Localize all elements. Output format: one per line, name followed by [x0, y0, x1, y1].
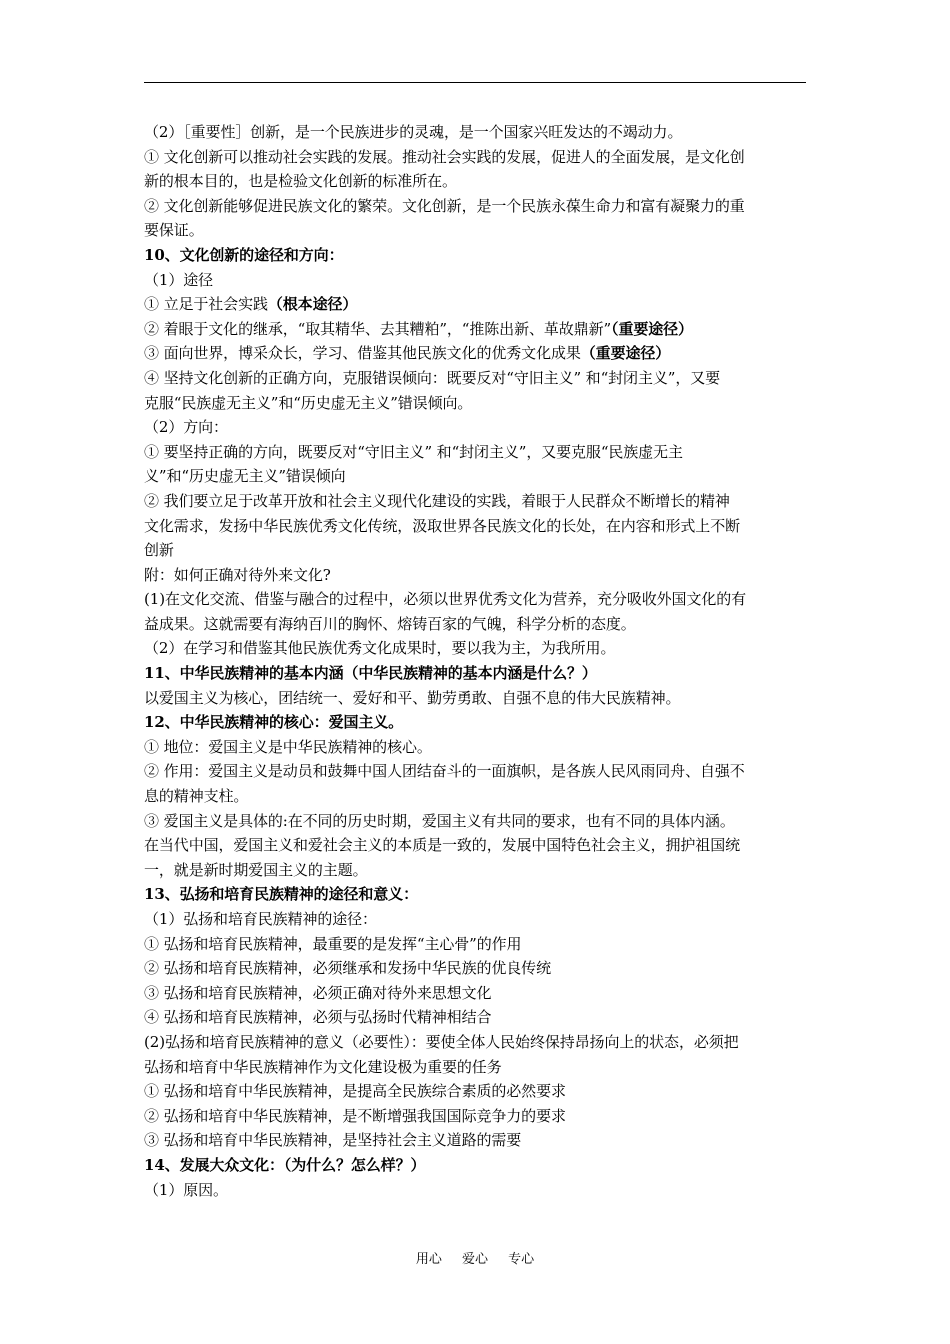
text-line — [144, 612, 808, 637]
text-line — [144, 464, 808, 489]
text-line — [144, 1128, 808, 1153]
line-text: ② 作用：爱国主义是动员和鼓舞中国人团结奋斗的一面旗帜，是各族人民风雨同舟、自强不 — [144, 762, 745, 781]
line-text: （1）途径 — [144, 270, 214, 289]
footer-text-2: 爱心 — [461, 1252, 488, 1267]
text-line — [144, 489, 808, 514]
text-line — [144, 833, 808, 858]
text-line — [144, 907, 808, 932]
line-text: ① 地位：爱国主义是中华民族精神的核心。 — [144, 737, 432, 756]
text-line — [144, 120, 808, 145]
section-heading — [144, 882, 808, 907]
text-line — [144, 292, 808, 317]
text-line — [144, 1104, 808, 1129]
section-heading — [144, 710, 808, 735]
text-line — [144, 366, 808, 391]
line-text: (2)弘扬和培育民族精神的意义（必要性）：要使全体人民始终保持昂扬向上的状态，必须把 — [144, 1032, 739, 1051]
line-text: 克服“民族虚无主义”和“历史虚无主义”错误倾向。 — [144, 393, 473, 412]
text-line — [144, 440, 808, 465]
text-line — [144, 391, 808, 416]
line-text: ③ 弘扬和培育民族精神，必须正确对待外来思想文化 — [144, 983, 492, 1002]
line-text: ② 着眼于文化的继承，“取其精华、去其糟粕”，“推陈出新、革故鼎新” — [144, 319, 612, 338]
section-heading — [144, 243, 808, 268]
line-text: 10、文化创新的途径和方向： — [144, 245, 344, 264]
line-text: （2）［重要性］创新，是一个民族进步的灵魂，是一个国家兴旺发达的不竭动力。 — [144, 123, 683, 141]
line-text: 附：如何正确对待外来文化? — [144, 565, 331, 584]
line-text: ① 弘扬和培育民族精神，最重要的是发挥“主心骨”的作用 — [144, 934, 522, 953]
text-line — [144, 784, 808, 809]
text-line — [144, 1030, 808, 1055]
line-text: ③ 弘扬和培育中华民族精神，是坚持社会主义道路的需要 — [144, 1131, 522, 1150]
line-text: （2）方向： — [144, 418, 228, 437]
line-text: 要保证。 — [144, 221, 204, 240]
text-line — [144, 1055, 808, 1080]
section-heading — [144, 661, 808, 686]
line-text: 一，就是新时期爱国主义的主题。 — [144, 860, 368, 879]
line-text: ④ 坚持文化创新的正确方向，克服错误倾向：既要反对“守旧主义” 和“封闭主义”，又要 — [144, 368, 721, 387]
text-line — [144, 932, 808, 957]
text-line — [144, 858, 808, 883]
section-heading — [144, 1153, 808, 1178]
text-line — [144, 538, 808, 563]
line-text: 息的精神支柱。 — [144, 787, 249, 806]
line-text: ① 文化创新可以推动社会实践的发展。推动社会实践的发展，促进人的全面发展，是文化创 — [144, 147, 745, 166]
footer-text-1: 用心 — [415, 1252, 442, 1267]
line-text: 义”和“历史虚无主义”错误倾向 — [144, 467, 346, 486]
text-line — [144, 415, 808, 440]
line-text: 11、中华民族精神的基本内涵（中华民族精神的基本内涵是什么？） — [144, 664, 597, 683]
text-line — [144, 218, 808, 243]
line-text: ② 弘扬和培育民族精神，必须继承和发扬中华民族的优良传统 — [144, 959, 551, 978]
line-text: ① 立足于社会实践 — [144, 295, 268, 314]
bold-annotation: （根本途径） — [267, 295, 358, 314]
text-line — [144, 1178, 808, 1203]
line-text: （1）弘扬和培育民族精神的途径： — [144, 910, 377, 928]
text-line — [144, 1079, 808, 1104]
text-line — [144, 759, 808, 784]
line-text: ③ 爱国主义是具体的:在不同的历史时期，爱国主义有共同的要求，也有不同的具体内涵。 — [144, 811, 735, 830]
text-line — [144, 563, 808, 588]
line-text: （2）在学习和借鉴其他民族优秀文化成果时，要以我为主，为我所用。 — [144, 639, 616, 658]
line-text: 以爱国主义为核心，团结统一、爱好和平、勤劳勇敢、自强不息的伟大民族精神。 — [144, 688, 681, 707]
line-text: ④ 弘扬和培育民族精神，必须与弘扬时代精神相结合 — [144, 1008, 492, 1027]
line-text: 益成果。这就需要有海纳百川的胸怀、熔铸百家的气魄，科学分析的态度。 — [144, 614, 636, 633]
line-text: ③ 面向世界，博采众长，学习、借鉴其他民族文化的优秀文化成果 — [144, 344, 581, 363]
text-line — [144, 1005, 808, 1030]
header-rule — [144, 82, 806, 83]
line-text: ② 文化创新能够促进民族文化的繁荣。文化创新，是一个民族永葆生命力和富有凝聚力的重 — [144, 196, 745, 215]
line-text: 13、弘扬和培育民族精神的途径和意义： — [144, 885, 418, 904]
bold-annotation: （重要途径） — [580, 344, 671, 363]
line-text: （1）原因。 — [144, 1180, 228, 1199]
text-line — [144, 636, 808, 661]
text-line — [144, 194, 808, 219]
text-line — [144, 341, 808, 366]
text-line — [144, 145, 808, 170]
text-line — [144, 514, 808, 539]
line-text: ② 我们要立足于改革开放和社会主义现代化建设的实践，着眼于人民群众不断增长的精神 — [144, 491, 730, 510]
text-line — [144, 809, 808, 834]
text-line — [144, 735, 808, 760]
line-text: 新的根本目的，也是检验文化创新的标准所在。 — [144, 172, 457, 191]
bold-annotation: （重要途径） — [611, 319, 693, 338]
line-text: 文化需求，发扬中华民族优秀文化传统，汲取世界各民族文化的长处，在内容和形式上不断 — [144, 516, 741, 535]
page-footer — [0, 1248, 950, 1267]
line-text: 在当代中国，爱国主义和爱社会主义的本质是一致的，发展中国特色社会主义，拥护祖国统 — [144, 836, 741, 855]
line-text: ② 弘扬和培育中华民族精神，是不断增强我国国际竞争力的要求 — [144, 1106, 566, 1125]
line-text: 创新 — [144, 541, 174, 560]
text-line — [144, 686, 808, 711]
document-body — [144, 120, 808, 1202]
line-text: 弘扬和培育中华民族精神作为文化建设极为重要的任务 — [144, 1057, 502, 1076]
line-text: 14、发展大众文化：（为什么？怎么样？） — [144, 1155, 426, 1174]
footer-text-3: 专心 — [508, 1252, 535, 1267]
text-line — [144, 169, 808, 194]
text-line — [144, 981, 808, 1006]
text-line — [144, 317, 808, 342]
text-line — [144, 268, 808, 293]
line-text: ① 弘扬和培育中华民族精神，是提高全民族综合素质的必然要求 — [144, 1082, 566, 1101]
text-line — [144, 587, 808, 612]
line-text: ① 要坚持正确的方向，既要反对“守旧主义” 和“封闭主义”，又要克服“民族虚无主 — [144, 442, 683, 461]
text-line — [144, 956, 808, 981]
line-text: (1)在文化交流、借鉴与融合的过程中，必须以世界优秀文化为营养，充分吸收外国文化的有 — [144, 590, 747, 609]
line-text: 12、中华民族精神的核心：爱国主义。 — [144, 713, 404, 732]
